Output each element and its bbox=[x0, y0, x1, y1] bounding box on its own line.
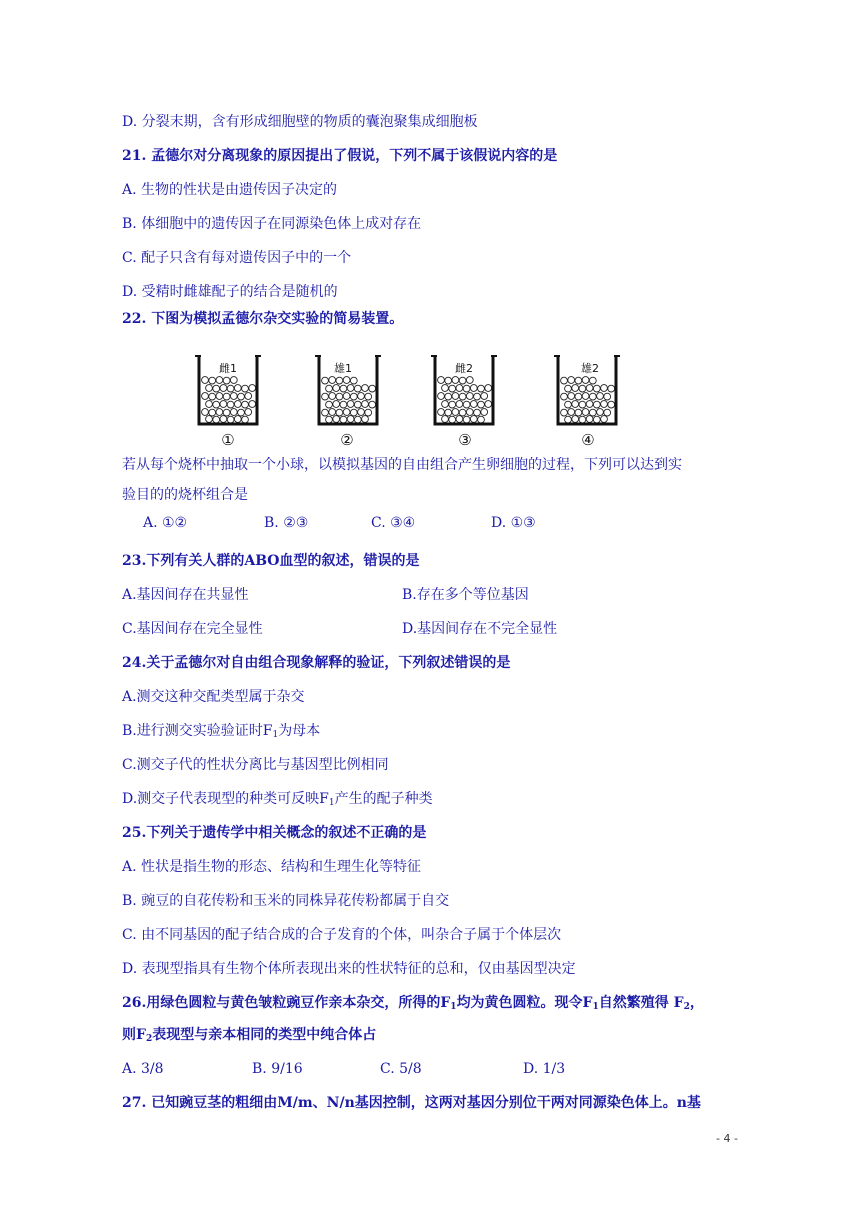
ball bbox=[586, 385, 593, 392]
ball bbox=[350, 377, 357, 384]
ball bbox=[206, 416, 213, 423]
ball bbox=[354, 416, 361, 423]
ball bbox=[329, 409, 336, 416]
ball bbox=[589, 393, 596, 400]
ball bbox=[445, 393, 452, 400]
ball bbox=[362, 416, 369, 423]
ball bbox=[238, 409, 245, 416]
ball bbox=[561, 393, 568, 400]
q24-option-c: C.测交子代的性状分离比与基因型比例相同 bbox=[122, 757, 389, 773]
ball bbox=[452, 377, 459, 384]
beaker-number-3: ③ bbox=[458, 431, 472, 449]
q25-option-c: C. 由不同基因的配子结合成的合子发育的个体，叫杂合子属于个体层次 bbox=[122, 927, 562, 943]
ball bbox=[242, 416, 249, 423]
ball bbox=[438, 377, 445, 384]
q24-option-d: D.测交子代表现型的种类可反映$F_1$产生的配子种类 bbox=[122, 791, 433, 808]
ball bbox=[354, 401, 361, 408]
q21-option-c: C. 配子只含有每对遗传因子中的一个 bbox=[122, 250, 352, 266]
beaker-number-1: ① bbox=[221, 431, 235, 449]
q26-option-c: C. 5/8 bbox=[380, 1061, 422, 1077]
ball bbox=[568, 409, 575, 416]
ball bbox=[579, 385, 586, 392]
q24-option-b: B.进行测交实验验证时$F_1$为母本 bbox=[122, 723, 321, 740]
ball bbox=[333, 385, 340, 392]
ball bbox=[456, 401, 463, 408]
beaker-label: 雌2 bbox=[455, 362, 473, 375]
ball bbox=[347, 401, 354, 408]
q23-option-d: D.基因间存在不完全显性 bbox=[402, 621, 558, 637]
beaker-icon bbox=[429, 352, 499, 428]
ball bbox=[234, 416, 241, 423]
ball bbox=[466, 393, 473, 400]
ball bbox=[227, 401, 234, 408]
beaker-label: 雄2 bbox=[581, 362, 599, 375]
ball bbox=[485, 401, 492, 408]
ball bbox=[209, 393, 216, 400]
q25-option-b: B. 豌豆的自花传粉和玉米的同株异花传粉都属于自交 bbox=[122, 893, 450, 909]
ball bbox=[369, 401, 376, 408]
ball bbox=[326, 385, 333, 392]
ball bbox=[470, 416, 477, 423]
ball bbox=[326, 416, 333, 423]
ball bbox=[456, 416, 463, 423]
q21-option-d: D. 受精时雌雄配子的结合是随机的 bbox=[122, 284, 338, 300]
ball bbox=[438, 393, 445, 400]
ball bbox=[478, 416, 485, 423]
q25-option-a: A. 性状是指生物的形态、结构和生理生化等特征 bbox=[122, 859, 422, 875]
ball bbox=[561, 377, 568, 384]
ball bbox=[474, 409, 481, 416]
ball bbox=[568, 377, 575, 384]
ball bbox=[572, 416, 579, 423]
beaker-icon bbox=[193, 352, 263, 428]
ball bbox=[206, 401, 213, 408]
ball bbox=[463, 416, 470, 423]
ball bbox=[456, 385, 463, 392]
ball bbox=[601, 401, 608, 408]
q23-option-a: A.基因间存在共显性 bbox=[122, 587, 249, 603]
ball bbox=[322, 409, 329, 416]
ball bbox=[322, 377, 329, 384]
q26-stem-line1: 26.用绿色圆粒与黄色皱粒豌豆作亲本杂交，所得的$F_1$均为黄色圆粒。现令$F_1$自然繁殖得 $F_2$， bbox=[122, 995, 704, 1012]
ball bbox=[347, 385, 354, 392]
ball bbox=[223, 393, 230, 400]
beaker-label: 雄1 bbox=[334, 362, 352, 375]
ball bbox=[470, 385, 477, 392]
ball bbox=[593, 416, 600, 423]
ball bbox=[245, 393, 252, 400]
ball bbox=[343, 409, 350, 416]
ball bbox=[336, 377, 343, 384]
ball bbox=[249, 401, 256, 408]
ball bbox=[234, 401, 241, 408]
q21-stem: 21. 孟德尔对分离现象的原因提出了假说，下列不属于该假说内容的是 bbox=[122, 148, 558, 164]
q22-option-b: B. ②③ bbox=[264, 515, 309, 531]
ball bbox=[202, 409, 209, 416]
ball bbox=[213, 416, 220, 423]
beaker-2 bbox=[313, 352, 383, 428]
ball bbox=[470, 401, 477, 408]
ball bbox=[230, 377, 237, 384]
ball bbox=[223, 377, 230, 384]
ball bbox=[340, 416, 347, 423]
ball bbox=[466, 409, 473, 416]
ball bbox=[336, 409, 343, 416]
ball bbox=[582, 393, 589, 400]
ball bbox=[593, 401, 600, 408]
ball bbox=[365, 409, 372, 416]
ball bbox=[565, 416, 572, 423]
ball bbox=[589, 409, 596, 416]
ball bbox=[565, 401, 572, 408]
ball bbox=[608, 401, 615, 408]
ball bbox=[478, 401, 485, 408]
ball bbox=[358, 393, 365, 400]
ball bbox=[326, 401, 333, 408]
ball bbox=[223, 409, 230, 416]
ball bbox=[597, 393, 604, 400]
beaker-icon bbox=[552, 352, 622, 428]
ball bbox=[593, 385, 600, 392]
ball bbox=[333, 416, 340, 423]
ball bbox=[365, 393, 372, 400]
ball bbox=[249, 385, 256, 392]
ball bbox=[216, 393, 223, 400]
ball bbox=[329, 393, 336, 400]
ball bbox=[459, 409, 466, 416]
q24-stem: 24.关于孟德尔对自由组合现象解释的验证，下列叙述错误的是 bbox=[122, 655, 511, 671]
beaker-3 bbox=[429, 352, 499, 428]
ball bbox=[242, 385, 249, 392]
ball bbox=[445, 409, 452, 416]
ball bbox=[322, 393, 329, 400]
q26-option-a: A. 3/8 bbox=[122, 1061, 164, 1077]
ball bbox=[579, 416, 586, 423]
ball bbox=[481, 409, 488, 416]
ball bbox=[575, 393, 582, 400]
ball bbox=[463, 385, 470, 392]
ball bbox=[449, 401, 456, 408]
ball bbox=[466, 377, 473, 384]
ball bbox=[575, 409, 582, 416]
beaker-icon bbox=[313, 352, 383, 428]
ball bbox=[216, 409, 223, 416]
ball bbox=[601, 385, 608, 392]
q21-option-a: A. 生物的性状是由遗传因子决定的 bbox=[122, 182, 338, 198]
ball bbox=[336, 393, 343, 400]
ball bbox=[561, 409, 568, 416]
ball bbox=[347, 416, 354, 423]
ball bbox=[474, 393, 481, 400]
ball bbox=[350, 409, 357, 416]
q26-option-b: B. 9/16 bbox=[252, 1061, 303, 1077]
ball bbox=[202, 377, 209, 384]
ball bbox=[449, 385, 456, 392]
ball bbox=[586, 416, 593, 423]
q22-text-line2: 验目的的烧杯组合是 bbox=[122, 487, 248, 503]
ball bbox=[369, 385, 376, 392]
q22-option-d: D. ①③ bbox=[491, 515, 536, 531]
q23-stem: 23.下列有关人群的ABO血型的叙述，错误的是 bbox=[122, 553, 420, 569]
ball bbox=[568, 393, 575, 400]
ball bbox=[245, 409, 252, 416]
q21-option-b: B. 体细胞中的遗传因子在同源染色体上成对存在 bbox=[122, 216, 422, 232]
ball bbox=[230, 409, 237, 416]
ball bbox=[209, 409, 216, 416]
ball bbox=[459, 393, 466, 400]
ball bbox=[362, 401, 369, 408]
ball bbox=[227, 416, 234, 423]
q22-stem: 22. 下图为模拟孟德尔杂交实验的简易装置。 bbox=[122, 311, 404, 327]
ball bbox=[238, 393, 245, 400]
beaker-number-4: ④ bbox=[581, 431, 595, 449]
beaker-number-2: ② bbox=[340, 431, 354, 449]
ball bbox=[586, 401, 593, 408]
ball bbox=[589, 377, 596, 384]
ball bbox=[350, 393, 357, 400]
ball bbox=[452, 393, 459, 400]
ball bbox=[608, 385, 615, 392]
ball bbox=[354, 385, 361, 392]
ball bbox=[485, 385, 492, 392]
ball bbox=[340, 385, 347, 392]
ball bbox=[582, 409, 589, 416]
ball bbox=[329, 377, 336, 384]
ball bbox=[358, 409, 365, 416]
ball bbox=[343, 393, 350, 400]
page-number: - 4 - bbox=[716, 1132, 738, 1145]
ball bbox=[604, 393, 611, 400]
q22-option-c: C. ③④ bbox=[371, 515, 416, 531]
ball bbox=[340, 401, 347, 408]
ball bbox=[445, 377, 452, 384]
ball bbox=[452, 409, 459, 416]
ball bbox=[227, 385, 234, 392]
ball bbox=[438, 409, 445, 416]
ball bbox=[220, 401, 227, 408]
ball bbox=[333, 401, 340, 408]
ball bbox=[216, 377, 223, 384]
ball bbox=[343, 377, 350, 384]
q20-option-d: D. 分裂末期，含有形成细胞壁的物质的囊泡聚集成细胞板 bbox=[122, 114, 478, 130]
beaker-label: 雌1 bbox=[219, 362, 237, 375]
q24-option-a: A.测交这种交配类型属于杂交 bbox=[122, 689, 305, 705]
ball bbox=[234, 385, 241, 392]
beaker-4 bbox=[552, 352, 622, 428]
ball bbox=[442, 416, 449, 423]
q22-option-a: A. ①② bbox=[143, 515, 188, 531]
ball bbox=[478, 385, 485, 392]
ball bbox=[209, 377, 216, 384]
ball bbox=[449, 416, 456, 423]
ball bbox=[213, 385, 220, 392]
ball bbox=[220, 385, 227, 392]
ball bbox=[202, 393, 209, 400]
ball bbox=[442, 401, 449, 408]
q23-option-b: B.存在多个等位基因 bbox=[402, 587, 529, 603]
q25-option-d: D. 表现型指具有生物个体所表现出来的性状特征的总和，仅由基因型决定 bbox=[122, 961, 576, 977]
q23-option-c: C.基因间存在完全显性 bbox=[122, 621, 263, 637]
ball bbox=[206, 385, 213, 392]
ball bbox=[565, 385, 572, 392]
ball bbox=[572, 385, 579, 392]
ball bbox=[230, 393, 237, 400]
ball bbox=[601, 416, 608, 423]
ball bbox=[575, 377, 582, 384]
q27-stem: 27. 已知豌豆茎的粗细由M/m、N/n基因控制，这两对基因分别位干两对同源染色体上。n基 bbox=[122, 1095, 701, 1111]
q22-text-line1: 若从每个烧杯中抽取一个小球，以模拟基因的自由组合产生卵细胞的过程，下列可以达到实 bbox=[122, 457, 682, 473]
ball bbox=[481, 393, 488, 400]
ball bbox=[579, 401, 586, 408]
ball bbox=[582, 377, 589, 384]
ball bbox=[597, 409, 604, 416]
beaker-1 bbox=[193, 352, 263, 428]
q26-option-d: D. 1/3 bbox=[523, 1061, 566, 1077]
ball bbox=[213, 401, 220, 408]
ball bbox=[442, 385, 449, 392]
ball bbox=[463, 401, 470, 408]
ball bbox=[220, 416, 227, 423]
q26-stem-line2: 则$F_2$表现型与亲本相同的类型中纯合体占 bbox=[122, 1027, 377, 1044]
ball bbox=[362, 385, 369, 392]
q25-stem: 25.下列关于遗传学中相关概念的叙述不正确的是 bbox=[122, 825, 427, 841]
ball bbox=[604, 409, 611, 416]
ball bbox=[242, 401, 249, 408]
ball bbox=[572, 401, 579, 408]
ball bbox=[459, 377, 466, 384]
